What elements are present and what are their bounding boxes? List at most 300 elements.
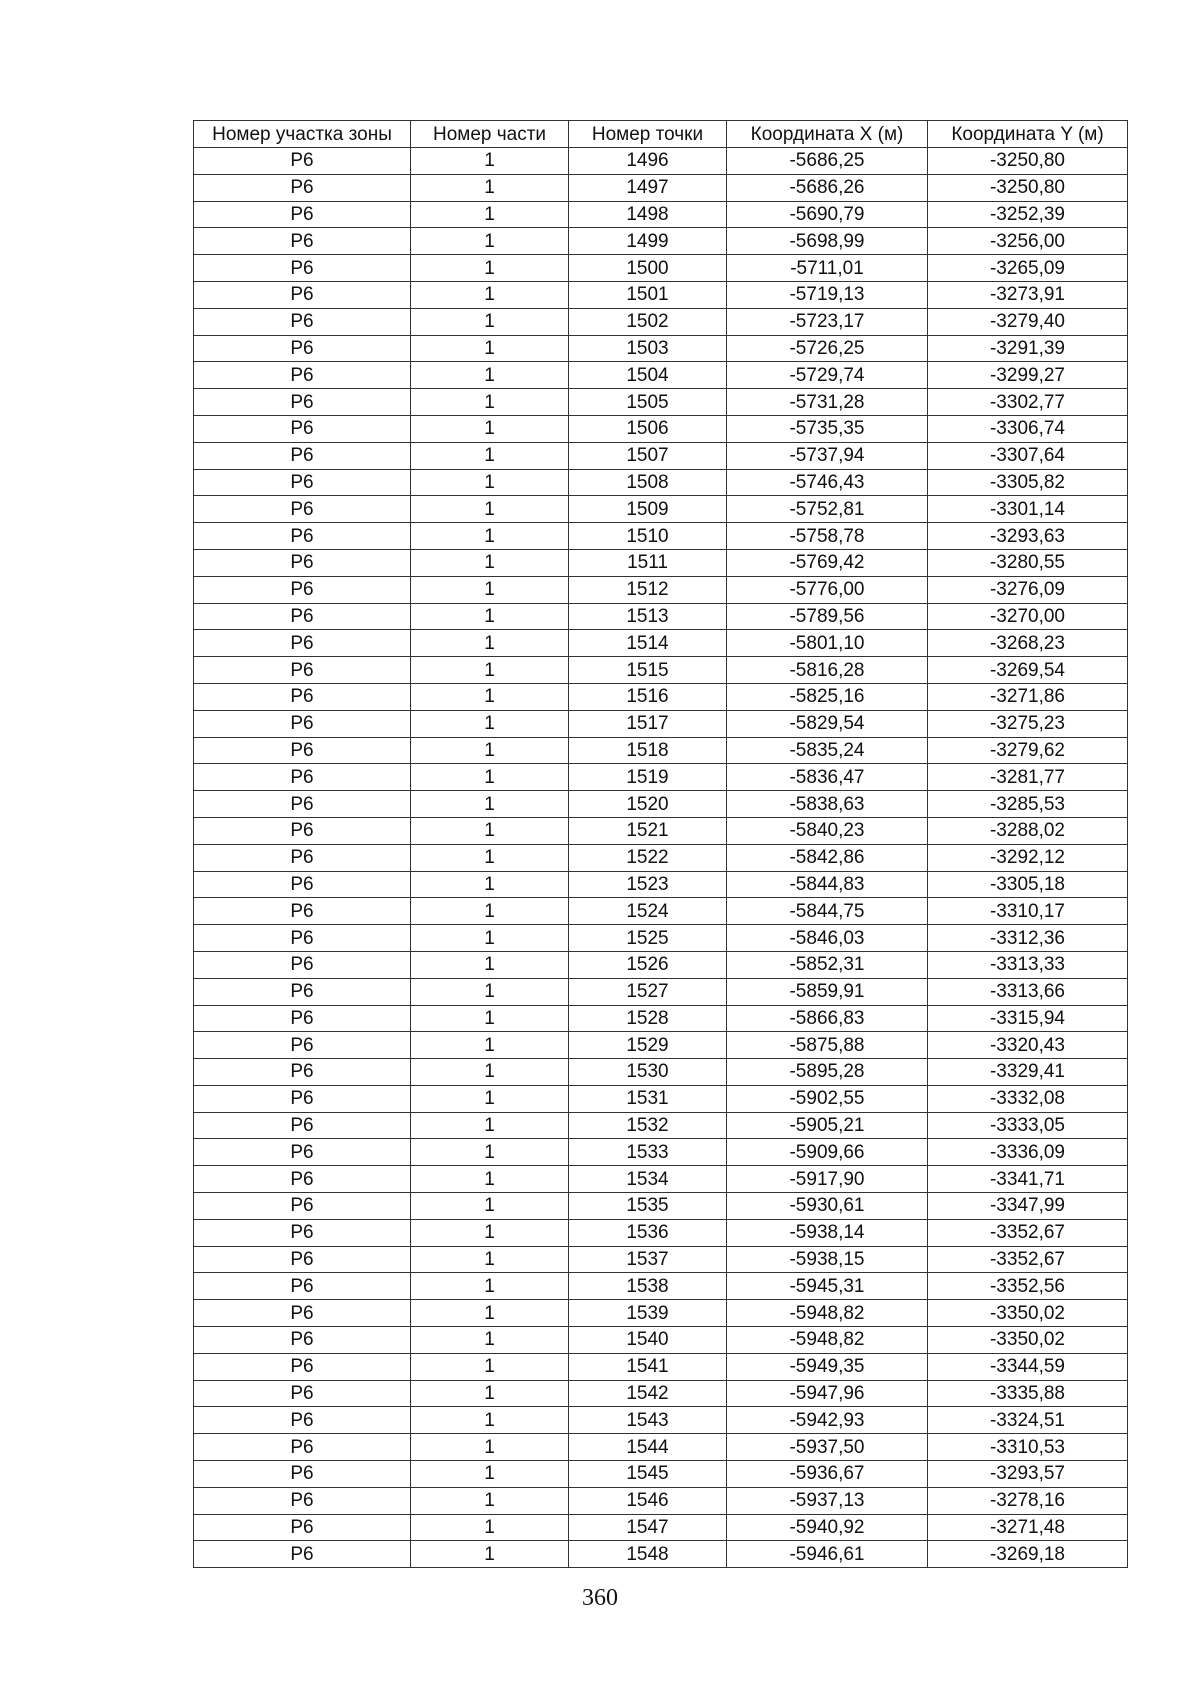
cell-zone-section: Р6: [194, 1246, 411, 1273]
cell-coordinate-y: -3347,99: [928, 1193, 1128, 1220]
cell-point-number: 1503: [569, 335, 727, 362]
cell-zone-section: Р6: [194, 1273, 411, 1300]
cell-coordinate-x: -5752,81: [727, 496, 928, 523]
cell-coordinate-x: -5909,66: [727, 1139, 928, 1166]
cell-point-number: 1531: [569, 1085, 727, 1112]
table-row: [194, 1487, 1128, 1514]
cell-point-number: 1507: [569, 442, 727, 469]
cell-coordinate-y: -3288,02: [928, 817, 1128, 844]
cell-coordinate-y: -3250,80: [928, 174, 1128, 201]
cell-point-number: 1514: [569, 630, 727, 657]
cell-coordinate-x: -5940,92: [727, 1514, 928, 1541]
cell-zone-section: Р6: [194, 1059, 411, 1086]
table-row: [194, 978, 1128, 1005]
cell-zone-section: Р6: [194, 576, 411, 603]
cell-coordinate-x: -5938,15: [727, 1246, 928, 1273]
table-row: [194, 1353, 1128, 1380]
cell-part-number: 1: [411, 1139, 569, 1166]
header-coordinate-y: Координата Y (м): [928, 121, 1128, 148]
table-row: [194, 1461, 1128, 1488]
cell-zone-section: Р6: [194, 549, 411, 576]
cell-zone-section: Р6: [194, 362, 411, 389]
cell-coordinate-x: -5942,93: [727, 1407, 928, 1434]
cell-coordinate-y: -3306,74: [928, 415, 1128, 442]
cell-coordinate-x: -5719,13: [727, 281, 928, 308]
cell-coordinate-x: -5737,94: [727, 442, 928, 469]
cell-coordinate-y: -3252,39: [928, 201, 1128, 228]
cell-coordinate-y: -3293,57: [928, 1461, 1128, 1488]
cell-coordinate-y: -3270,00: [928, 603, 1128, 630]
cell-part-number: 1: [411, 174, 569, 201]
cell-point-number: 1541: [569, 1353, 727, 1380]
cell-zone-section: Р6: [194, 442, 411, 469]
cell-coordinate-y: -3302,77: [928, 389, 1128, 416]
cell-zone-section: Р6: [194, 389, 411, 416]
cell-zone-section: Р6: [194, 737, 411, 764]
cell-zone-section: Р6: [194, 844, 411, 871]
table-row: [194, 925, 1128, 952]
cell-coordinate-x: -5726,25: [727, 335, 928, 362]
cell-coordinate-x: -5801,10: [727, 630, 928, 657]
header-coordinate-x: Координата X (м): [727, 121, 928, 148]
cell-point-number: 1534: [569, 1166, 727, 1193]
cell-zone-section: Р6: [194, 1300, 411, 1327]
cell-coordinate-y: -3275,23: [928, 710, 1128, 737]
cell-point-number: 1528: [569, 1005, 727, 1032]
cell-coordinate-x: -5945,31: [727, 1273, 928, 1300]
cell-part-number: 1: [411, 683, 569, 710]
table-row: [194, 201, 1128, 228]
cell-point-number: 1523: [569, 871, 727, 898]
cell-point-number: 1509: [569, 496, 727, 523]
cell-zone-section: Р6: [194, 710, 411, 737]
cell-coordinate-y: -3269,18: [928, 1541, 1128, 1568]
table-row: [194, 657, 1128, 684]
cell-zone-section: Р6: [194, 1193, 411, 1220]
cell-part-number: 1: [411, 362, 569, 389]
cell-point-number: 1537: [569, 1246, 727, 1273]
table-row: [194, 496, 1128, 523]
cell-point-number: 1500: [569, 255, 727, 282]
table-row: [194, 1407, 1128, 1434]
cell-coordinate-x: -5789,56: [727, 603, 928, 630]
cell-point-number: 1511: [569, 549, 727, 576]
table-row: [194, 1166, 1128, 1193]
cell-coordinate-x: -5930,61: [727, 1193, 928, 1220]
table-row: [194, 1300, 1128, 1327]
cell-part-number: 1: [411, 871, 569, 898]
table-row: [194, 1541, 1128, 1568]
cell-part-number: 1: [411, 549, 569, 576]
cell-point-number: 1526: [569, 951, 727, 978]
cell-coordinate-y: -3352,56: [928, 1273, 1128, 1300]
cell-coordinate-y: -3324,51: [928, 1407, 1128, 1434]
cell-part-number: 1: [411, 737, 569, 764]
cell-zone-section: Р6: [194, 603, 411, 630]
cell-zone-section: Р6: [194, 951, 411, 978]
cell-coordinate-x: -5905,21: [727, 1112, 928, 1139]
table-row: [194, 710, 1128, 737]
table-row: [194, 415, 1128, 442]
table-row: [194, 228, 1128, 255]
cell-zone-section: Р6: [194, 1166, 411, 1193]
cell-coordinate-x: -5729,74: [727, 362, 928, 389]
cell-part-number: 1: [411, 1461, 569, 1488]
cell-part-number: 1: [411, 335, 569, 362]
cell-coordinate-y: -3268,23: [928, 630, 1128, 657]
cell-point-number: 1512: [569, 576, 727, 603]
cell-part-number: 1: [411, 1166, 569, 1193]
table-row: [194, 469, 1128, 496]
cell-coordinate-y: -3271,86: [928, 683, 1128, 710]
cell-coordinate-x: -5840,23: [727, 817, 928, 844]
cell-coordinate-y: -3352,67: [928, 1219, 1128, 1246]
cell-coordinate-x: -5859,91: [727, 978, 928, 1005]
cell-point-number: 1513: [569, 603, 727, 630]
cell-coordinate-y: -3310,53: [928, 1434, 1128, 1461]
cell-zone-section: Р6: [194, 148, 411, 175]
cell-zone-section: Р6: [194, 871, 411, 898]
table-row: [194, 1246, 1128, 1273]
cell-part-number: 1: [411, 1407, 569, 1434]
cell-point-number: 1543: [569, 1407, 727, 1434]
cell-zone-section: Р6: [194, 1353, 411, 1380]
cell-part-number: 1: [411, 1327, 569, 1354]
table-row: [194, 1059, 1128, 1086]
cell-point-number: 1520: [569, 791, 727, 818]
cell-coordinate-y: -3271,48: [928, 1514, 1128, 1541]
table-row: [194, 683, 1128, 710]
cell-point-number: 1501: [569, 281, 727, 308]
cell-coordinate-y: -3285,53: [928, 791, 1128, 818]
table-row: [194, 791, 1128, 818]
cell-part-number: 1: [411, 1541, 569, 1568]
cell-coordinate-y: -3305,18: [928, 871, 1128, 898]
cell-coordinate-x: -5902,55: [727, 1085, 928, 1112]
cell-coordinate-x: -5746,43: [727, 469, 928, 496]
table-row: [194, 764, 1128, 791]
cell-coordinate-y: -3293,63: [928, 523, 1128, 550]
table-row: [194, 1032, 1128, 1059]
cell-part-number: 1: [411, 951, 569, 978]
header-row: [194, 121, 1128, 148]
cell-coordinate-x: -5731,28: [727, 389, 928, 416]
cell-zone-section: Р6: [194, 496, 411, 523]
cell-coordinate-y: -3313,33: [928, 951, 1128, 978]
cell-coordinate-y: -3281,77: [928, 764, 1128, 791]
table-row: [194, 603, 1128, 630]
cell-part-number: 1: [411, 1005, 569, 1032]
cell-point-number: 1516: [569, 683, 727, 710]
cell-zone-section: Р6: [194, 657, 411, 684]
cell-coordinate-x: -5937,13: [727, 1487, 928, 1514]
cell-point-number: 1546: [569, 1487, 727, 1514]
table-row: [194, 1219, 1128, 1246]
cell-zone-section: Р6: [194, 1514, 411, 1541]
cell-zone-section: Р6: [194, 1407, 411, 1434]
cell-zone-section: Р6: [194, 469, 411, 496]
cell-coordinate-x: -5836,47: [727, 764, 928, 791]
table-row: [194, 817, 1128, 844]
cell-point-number: 1536: [569, 1219, 727, 1246]
cell-coordinate-y: -3307,64: [928, 442, 1128, 469]
table-row: [194, 737, 1128, 764]
cell-coordinate-x: -5711,01: [727, 255, 928, 282]
coordinates-table: [193, 120, 1128, 1568]
cell-coordinate-y: -3280,55: [928, 549, 1128, 576]
table-header: [194, 121, 1128, 148]
header-part-number: Номер части: [411, 121, 569, 148]
cell-coordinate-y: -3279,62: [928, 737, 1128, 764]
cell-coordinate-y: -3256,00: [928, 228, 1128, 255]
cell-part-number: 1: [411, 148, 569, 175]
cell-coordinate-y: -3350,02: [928, 1327, 1128, 1354]
table-row: [194, 308, 1128, 335]
cell-part-number: 1: [411, 469, 569, 496]
cell-coordinate-y: -3333,05: [928, 1112, 1128, 1139]
cell-part-number: 1: [411, 898, 569, 925]
table-row: [194, 898, 1128, 925]
cell-part-number: 1: [411, 228, 569, 255]
cell-part-number: 1: [411, 255, 569, 282]
cell-part-number: 1: [411, 1380, 569, 1407]
cell-coordinate-x: -5816,28: [727, 657, 928, 684]
cell-zone-section: Р6: [194, 281, 411, 308]
cell-part-number: 1: [411, 308, 569, 335]
header-zone-section: Номер участка зоны: [194, 121, 411, 148]
cell-coordinate-y: -3279,40: [928, 308, 1128, 335]
table-row: [194, 844, 1128, 871]
cell-coordinate-y: -3305,82: [928, 469, 1128, 496]
cell-coordinate-x: -5895,28: [727, 1059, 928, 1086]
cell-point-number: 1527: [569, 978, 727, 1005]
cell-coordinate-x: -5825,16: [727, 683, 928, 710]
cell-coordinate-x: -5829,54: [727, 710, 928, 737]
cell-point-number: 1521: [569, 817, 727, 844]
cell-point-number: 1504: [569, 362, 727, 389]
table-row: [194, 1005, 1128, 1032]
cell-coordinate-y: -3313,66: [928, 978, 1128, 1005]
cell-part-number: 1: [411, 415, 569, 442]
table-row: [194, 255, 1128, 282]
cell-coordinate-y: -3310,17: [928, 898, 1128, 925]
cell-coordinate-y: -3335,88: [928, 1380, 1128, 1407]
cell-point-number: 1498: [569, 201, 727, 228]
cell-coordinate-y: -3336,09: [928, 1139, 1128, 1166]
cell-coordinate-x: -5937,50: [727, 1434, 928, 1461]
cell-part-number: 1: [411, 817, 569, 844]
cell-coordinate-x: -5866,83: [727, 1005, 928, 1032]
cell-part-number: 1: [411, 1487, 569, 1514]
table-row: [194, 442, 1128, 469]
cell-point-number: 1535: [569, 1193, 727, 1220]
cell-coordinate-y: -3269,54: [928, 657, 1128, 684]
cell-coordinate-x: -5936,67: [727, 1461, 928, 1488]
cell-zone-section: Р6: [194, 335, 411, 362]
cell-zone-section: Р6: [194, 683, 411, 710]
table-row: [194, 1273, 1128, 1300]
cell-zone-section: Р6: [194, 898, 411, 925]
cell-point-number: 1510: [569, 523, 727, 550]
cell-coordinate-y: -3276,09: [928, 576, 1128, 603]
cell-point-number: 1533: [569, 1139, 727, 1166]
table-row: [194, 148, 1128, 175]
cell-part-number: 1: [411, 1193, 569, 1220]
cell-part-number: 1: [411, 389, 569, 416]
cell-coordinate-y: -3273,91: [928, 281, 1128, 308]
cell-zone-section: Р6: [194, 1380, 411, 1407]
cell-coordinate-x: -5686,25: [727, 148, 928, 175]
table-row: [194, 335, 1128, 362]
cell-zone-section: Р6: [194, 817, 411, 844]
cell-part-number: 1: [411, 764, 569, 791]
table-row: [194, 362, 1128, 389]
cell-coordinate-x: -5690,79: [727, 201, 928, 228]
cell-point-number: 1517: [569, 710, 727, 737]
cell-zone-section: Р6: [194, 764, 411, 791]
cell-part-number: 1: [411, 710, 569, 737]
cell-coordinate-x: -5852,31: [727, 951, 928, 978]
cell-zone-section: Р6: [194, 1487, 411, 1514]
cell-zone-section: Р6: [194, 1541, 411, 1568]
table-row: [194, 523, 1128, 550]
cell-coordinate-x: -5723,17: [727, 308, 928, 335]
table-row: [194, 871, 1128, 898]
cell-coordinate-x: -5776,00: [727, 576, 928, 603]
cell-coordinate-y: -3320,43: [928, 1032, 1128, 1059]
cell-coordinate-y: -3292,12: [928, 844, 1128, 871]
cell-zone-section: Р6: [194, 1085, 411, 1112]
table-row: [194, 1085, 1128, 1112]
cell-zone-section: Р6: [194, 201, 411, 228]
cell-zone-section: Р6: [194, 1434, 411, 1461]
cell-coordinate-x: -5948,82: [727, 1300, 928, 1327]
table-row: [194, 1139, 1128, 1166]
cell-coordinate-y: -3350,02: [928, 1300, 1128, 1327]
cell-part-number: 1: [411, 925, 569, 952]
cell-coordinate-x: -5917,90: [727, 1166, 928, 1193]
cell-zone-section: Р6: [194, 415, 411, 442]
cell-point-number: 1542: [569, 1380, 727, 1407]
cell-point-number: 1515: [569, 657, 727, 684]
cell-part-number: 1: [411, 1273, 569, 1300]
cell-part-number: 1: [411, 791, 569, 818]
cell-coordinate-x: -5842,86: [727, 844, 928, 871]
cell-coordinate-x: -5948,82: [727, 1327, 928, 1354]
cell-point-number: 1519: [569, 764, 727, 791]
cell-point-number: 1540: [569, 1327, 727, 1354]
cell-coordinate-y: -3278,16: [928, 1487, 1128, 1514]
table-row: [194, 951, 1128, 978]
cell-part-number: 1: [411, 1353, 569, 1380]
cell-coordinate-y: -3312,36: [928, 925, 1128, 952]
cell-zone-section: Р6: [194, 791, 411, 818]
cell-part-number: 1: [411, 1219, 569, 1246]
cell-coordinate-y: -3291,39: [928, 335, 1128, 362]
cell-point-number: 1544: [569, 1434, 727, 1461]
cell-coordinate-x: -5947,96: [727, 1380, 928, 1407]
cell-zone-section: Р6: [194, 308, 411, 335]
cell-part-number: 1: [411, 1514, 569, 1541]
cell-point-number: 1499: [569, 228, 727, 255]
cell-part-number: 1: [411, 442, 569, 469]
cell-point-number: 1497: [569, 174, 727, 201]
cell-part-number: 1: [411, 1032, 569, 1059]
cell-point-number: 1508: [569, 469, 727, 496]
cell-part-number: 1: [411, 201, 569, 228]
cell-point-number: 1524: [569, 898, 727, 925]
table-row: [194, 549, 1128, 576]
cell-part-number: 1: [411, 844, 569, 871]
cell-part-number: 1: [411, 576, 569, 603]
cell-zone-section: Р6: [194, 1219, 411, 1246]
cell-part-number: 1: [411, 1434, 569, 1461]
cell-part-number: 1: [411, 1246, 569, 1273]
cell-coordinate-y: -3332,08: [928, 1085, 1128, 1112]
cell-point-number: 1529: [569, 1032, 727, 1059]
table-row: [194, 1514, 1128, 1541]
cell-point-number: 1505: [569, 389, 727, 416]
cell-coordinate-x: -5686,26: [727, 174, 928, 201]
cell-coordinate-x: -5846,03: [727, 925, 928, 952]
cell-coordinate-x: -5735,35: [727, 415, 928, 442]
cell-zone-section: Р6: [194, 523, 411, 550]
cell-coordinate-y: -3329,41: [928, 1059, 1128, 1086]
table-row: [194, 1434, 1128, 1461]
cell-coordinate-x: -5875,88: [727, 1032, 928, 1059]
cell-coordinate-y: -3301,14: [928, 496, 1128, 523]
table-row: [194, 1380, 1128, 1407]
cell-coordinate-y: -3341,71: [928, 1166, 1128, 1193]
cell-point-number: 1548: [569, 1541, 727, 1568]
cell-part-number: 1: [411, 496, 569, 523]
cell-zone-section: Р6: [194, 630, 411, 657]
cell-point-number: 1496: [569, 148, 727, 175]
table-row: [194, 1112, 1128, 1139]
cell-coordinate-y: -3315,94: [928, 1005, 1128, 1032]
cell-point-number: 1547: [569, 1514, 727, 1541]
cell-point-number: 1538: [569, 1273, 727, 1300]
cell-coordinate-x: -5844,83: [727, 871, 928, 898]
cell-part-number: 1: [411, 1059, 569, 1086]
cell-part-number: 1: [411, 523, 569, 550]
cell-coordinate-x: -5844,75: [727, 898, 928, 925]
cell-part-number: 1: [411, 281, 569, 308]
page-number: 360: [582, 1585, 618, 1611]
cell-part-number: 1: [411, 603, 569, 630]
header-point-number: Номер точки: [569, 121, 727, 148]
table-row: [194, 389, 1128, 416]
cell-point-number: 1539: [569, 1300, 727, 1327]
cell-coordinate-x: -5946,61: [727, 1541, 928, 1568]
cell-zone-section: Р6: [194, 1327, 411, 1354]
cell-zone-section: Р6: [194, 1139, 411, 1166]
cell-coordinate-y: -3299,27: [928, 362, 1128, 389]
cell-part-number: 1: [411, 1300, 569, 1327]
cell-point-number: 1518: [569, 737, 727, 764]
cell-part-number: 1: [411, 978, 569, 1005]
cell-coordinate-x: -5835,24: [727, 737, 928, 764]
table-row: [194, 1327, 1128, 1354]
cell-coordinate-y: -3265,09: [928, 255, 1128, 282]
cell-part-number: 1: [411, 630, 569, 657]
cell-zone-section: Р6: [194, 978, 411, 1005]
cell-coordinate-x: -5938,14: [727, 1219, 928, 1246]
cell-zone-section: Р6: [194, 925, 411, 952]
cell-coordinate-y: -3352,67: [928, 1246, 1128, 1273]
cell-part-number: 1: [411, 657, 569, 684]
table-row: [194, 174, 1128, 201]
